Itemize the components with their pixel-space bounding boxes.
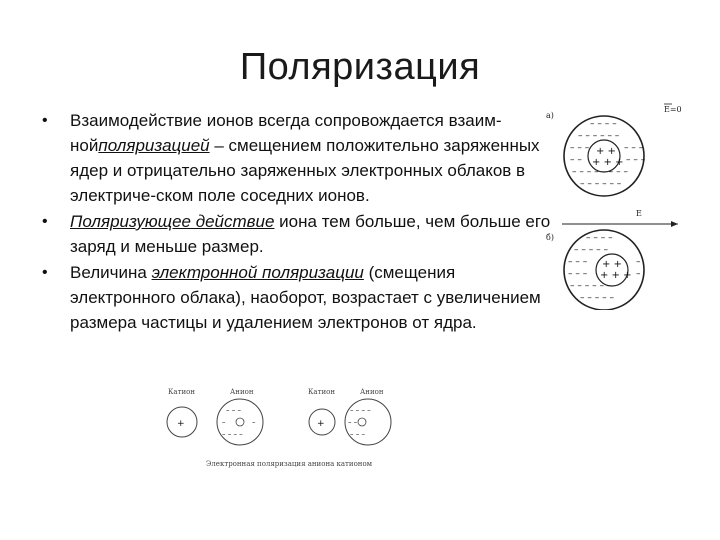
bullet-dot-icon: • xyxy=(42,213,48,230)
svg-text:–: – xyxy=(252,418,256,426)
svg-text:+: + xyxy=(177,419,185,429)
svg-text:–: – xyxy=(636,269,641,279)
bullet-item xyxy=(36,260,556,335)
svg-text:+: + xyxy=(317,419,325,429)
bullet-dot-icon: • xyxy=(42,112,48,129)
bullet-list xyxy=(36,108,556,336)
svg-text:– – –: – – – xyxy=(624,143,644,153)
anion-label-1: Анион xyxy=(230,388,254,396)
svg-text:– – – – – – – –: – – – – – – – – xyxy=(572,167,629,177)
svg-text:– – – –: – – – – xyxy=(222,430,243,438)
svg-text:– –: – – xyxy=(570,155,582,165)
cation-label-1: Катион xyxy=(168,388,196,396)
figure-caption: Электронная поляризация аниона катионом xyxy=(206,460,373,468)
anion-label-2: Анион xyxy=(360,388,384,396)
svg-text:– – –: – – – xyxy=(350,430,365,438)
svg-text:– – –: – – – xyxy=(568,257,588,267)
svg-text:+ +: + + xyxy=(602,259,622,270)
bullet-text: – смещением положительно заряженных ядер и отрицательно заряженных электронных облаков в электриче-ском поле соседних ионов. xyxy=(70,136,540,205)
svg-text:– – –: – – – xyxy=(226,406,241,414)
label-a: а) xyxy=(546,111,554,120)
svg-text:– – – –: – – – – xyxy=(590,119,617,129)
svg-text:– – –: – – – xyxy=(570,143,590,153)
nucleus-plus-signs-b xyxy=(600,259,632,281)
svg-text:+ + +: + + + xyxy=(600,270,632,281)
svg-text:–: – xyxy=(222,418,226,426)
label-b: б) xyxy=(546,233,554,242)
bullet-item xyxy=(36,108,556,208)
term-link: электронной поляризации xyxy=(151,263,364,282)
bullet-text: иона тем больше, чем больше его заряд и меньше размер. xyxy=(70,212,551,256)
bullet-text: Взаимодействие ионов всегда сопровождается взаим-ной xyxy=(70,111,502,155)
svg-text:– – – – – –: – – – – – – xyxy=(580,179,622,189)
svg-text:– – – – –: – – – – – xyxy=(580,293,614,303)
bullet-dot-icon: • xyxy=(42,264,48,281)
bullet-text: (смещения электронного облака), наоборот, возрастает с увеличением размера частицы и удалением электронов от ядра. xyxy=(70,263,541,332)
field-label: E xyxy=(636,209,642,218)
svg-text:+ +: + + xyxy=(596,146,616,157)
svg-text:– – – – – –: – – – – – – xyxy=(578,131,620,141)
arrow-head-icon xyxy=(671,221,678,227)
polarization-figure xyxy=(540,100,700,310)
slide-title: Поляризация xyxy=(239,46,481,88)
svg-text:– – – – – –: – – – – – – xyxy=(570,281,612,291)
svg-text:– –: – – xyxy=(348,418,358,426)
term-link: Поляризующее действие xyxy=(70,212,275,231)
cation-label-2: Катион xyxy=(308,388,336,396)
svg-text:– – – –: – – – – xyxy=(586,233,613,243)
svg-text:– – – –: – – – – xyxy=(350,406,371,414)
svg-text:– – –: – – – xyxy=(568,269,588,279)
svg-text:– – –: – – – xyxy=(626,155,646,165)
bullet-item xyxy=(36,209,556,259)
term-link: поляризацией xyxy=(98,136,210,155)
svg-text:+ + +: + + + xyxy=(592,157,624,168)
svg-text:–: – xyxy=(636,257,641,267)
bullet-text: Величина xyxy=(70,263,152,282)
svg-text:– – – – –: – – – – – xyxy=(574,245,608,255)
cation-anion-figure xyxy=(160,386,400,470)
field-zero-label: E=0 xyxy=(664,105,682,114)
